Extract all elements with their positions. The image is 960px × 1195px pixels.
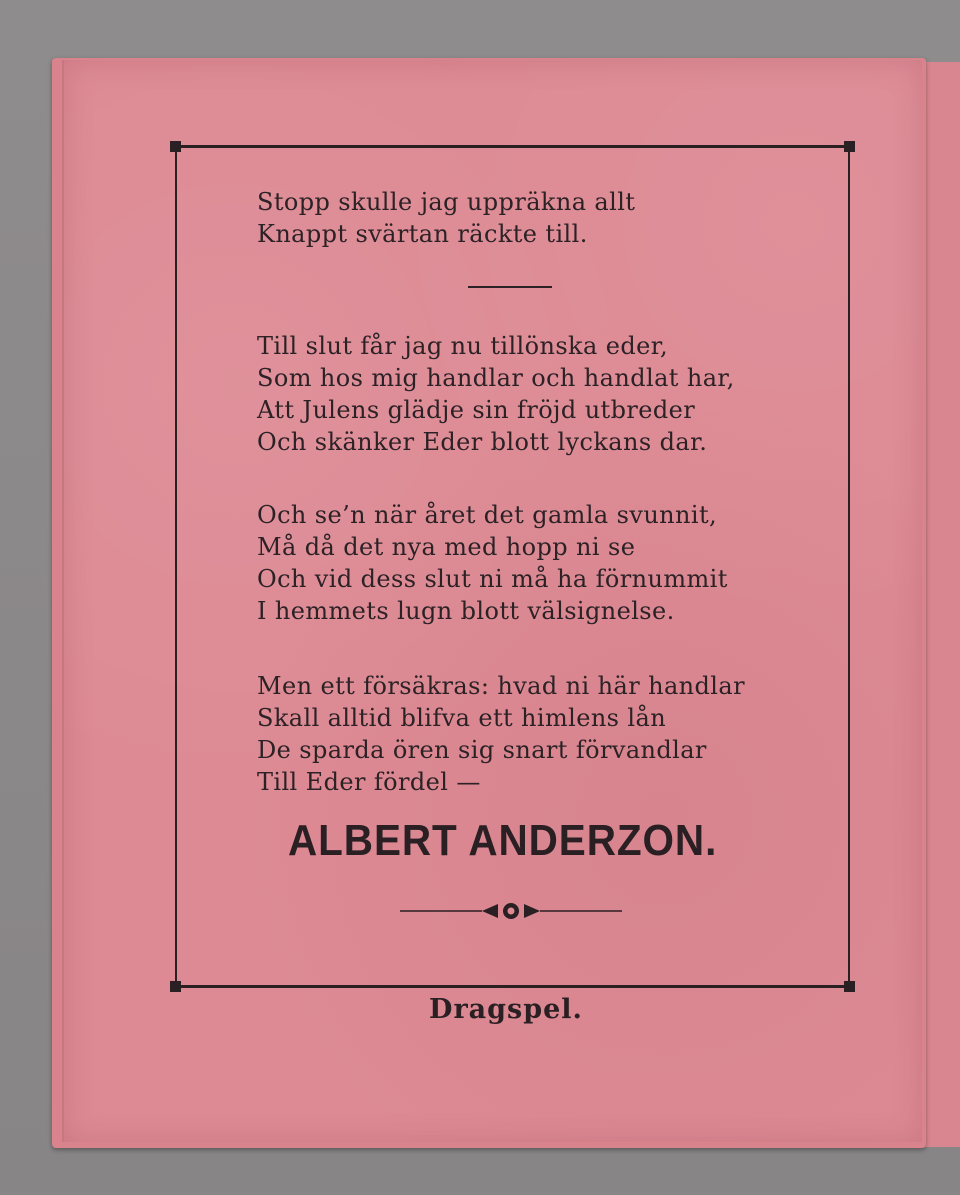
frame-corner-top-right	[844, 141, 855, 152]
poem-line: I hemmets lugn blott välsignelse.	[257, 597, 675, 625]
frame-bottom-line	[172, 985, 854, 988]
section-divider-rule	[468, 286, 552, 288]
poem-line: Som hos mig handlar och handlat har,	[257, 364, 735, 392]
poem-line: Knappt svärtan räckte till.	[257, 220, 588, 248]
poem-line: Att Julens glädje sin fröjd utbreder	[257, 396, 696, 424]
poem-line: Må då det nya med hopp ni se	[257, 533, 636, 561]
signature-name: ALBERT ANDERZON.	[288, 816, 718, 865]
frame-left-line	[175, 146, 177, 988]
facing-page-edge	[920, 62, 960, 1147]
stanza-2	[257, 499, 728, 627]
footer-title: Dragspel.	[429, 994, 583, 1025]
frame-corner-top-left	[170, 141, 181, 152]
frame-right-line	[848, 146, 850, 988]
poem-line: Men ett försäkras: hvad ni här handlar	[257, 672, 745, 700]
poem-line: Stopp skulle jag uppräkna allt	[257, 188, 636, 216]
frame-top-line	[172, 145, 854, 148]
stanza-3	[257, 670, 745, 798]
stanza-intro	[257, 186, 635, 250]
stanza-1	[257, 330, 735, 458]
poem-line: Och vid dess slut ni må ha förnummit	[257, 565, 728, 593]
ornament-divider-icon	[400, 900, 622, 922]
poem-line: Och skänker Eder blott lyckans dar.	[257, 428, 708, 456]
frame-corner-bottom-left	[170, 981, 181, 992]
poem-line: Och se’n när året det gamla svunnit,	[257, 501, 718, 529]
poem-line: Till Eder fördel —	[257, 768, 481, 796]
frame-corner-bottom-right	[844, 981, 855, 992]
poem-line: De sparda ören sig snart förvandlar	[257, 736, 707, 764]
poem-line: Skall alltid blifva ett himlens lån	[257, 704, 667, 732]
poem-line: Till slut får jag nu tillönska eder,	[257, 332, 668, 360]
